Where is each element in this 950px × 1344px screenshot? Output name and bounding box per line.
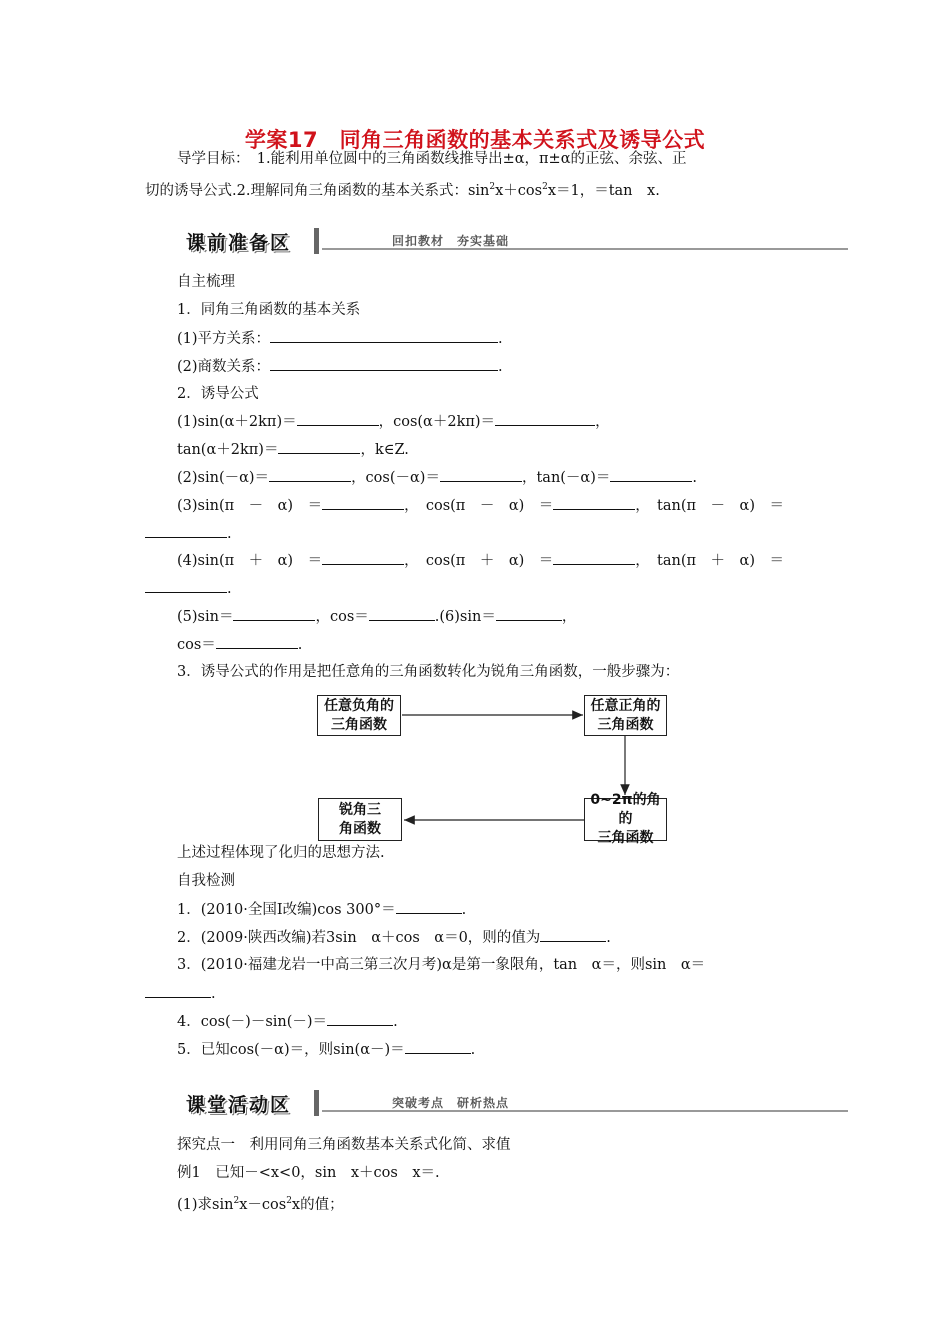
formula-text: ， tan(π － α) ＝	[635, 498, 784, 514]
item-3: 3．诱导公式的作用是把任意角的三角函数转化为锐角三角函数，一般步骤为：	[177, 664, 680, 680]
flow-box-negative-angle	[317, 695, 401, 736]
flow-text: 三角函数	[597, 716, 654, 733]
formula-text: ，cos＝	[315, 609, 369, 625]
flow-text: 任意正角的	[590, 697, 661, 714]
flow-text: 角函数	[339, 820, 381, 837]
period: .	[692, 470, 697, 486]
formula-text: ， cos(π － α) ＝	[404, 498, 554, 514]
question-text: 5．已知cos(－α)＝，则sin(α－)＝	[177, 1042, 405, 1058]
flow-text: 三角函数	[331, 716, 387, 733]
section-subtitle: 回扣教材 夯实基础	[392, 234, 510, 248]
flow-text: 任意负角的	[324, 697, 394, 714]
formula-text: (5)sin＝	[177, 609, 234, 625]
item-2: 2．诱导公式	[177, 386, 259, 402]
question-text: 4．cos(－)－sin(－)＝	[177, 1014, 328, 1030]
check-heading: 自我检测	[177, 873, 235, 889]
formula-text: ， cos(π ＋ α) ＝	[404, 553, 554, 569]
page-title: 学案17 同角三角函数的基本关系式及诱导公式	[244, 128, 706, 152]
flow-box-acute-angle	[318, 798, 402, 841]
goal-sup-1: 2	[489, 182, 496, 192]
summary-text: 上述过程体现了化归的思想方法.	[177, 845, 385, 861]
study-heading: 自主梳理	[177, 274, 235, 290]
period: .	[297, 637, 303, 653]
goal-text-b: x＋cos	[495, 182, 543, 199]
goal-sup-2: 2	[542, 182, 548, 192]
answer-blank[interactable]	[327, 1011, 393, 1026]
answer-blank[interactable]	[405, 1039, 471, 1054]
formula-text: ，tan(－α)＝	[521, 470, 611, 486]
formula-text: (4)sin(π ＋ α) ＝	[177, 553, 323, 569]
formula-text: ，	[561, 609, 577, 625]
formula-text: ， tan(π ＋ α) ＝	[635, 553, 784, 569]
item-text: (1)平方关系：	[177, 331, 271, 347]
flow-box-0-2pi-angle	[584, 792, 667, 846]
formula-text: ，cos(－α)＝	[351, 470, 440, 486]
section-divider	[314, 1090, 319, 1116]
formula-text: cos＝	[177, 637, 216, 653]
period: .	[393, 1014, 398, 1030]
superscript: 2	[233, 1196, 240, 1206]
period: .	[606, 930, 611, 946]
question-2	[177, 927, 611, 948]
period: .	[498, 359, 503, 375]
question-3-cont	[145, 983, 216, 1004]
formula-text: ，cos(α＋2kπ)＝	[378, 414, 496, 430]
goal-text-c: x＝1，＝tan x.	[547, 182, 660, 199]
example-text: x的值；	[291, 1196, 344, 1213]
explore-point-1: 探究点一 利用同角三角函数基本关系式化简、求值	[177, 1137, 511, 1153]
section-label: 课前准备区	[186, 232, 292, 254]
formula-text: (3)sin(π － α) ＝	[177, 498, 323, 514]
item-text: (2)商数关系：	[177, 359, 271, 375]
question-text: 2．(2009·陕西改编)若3sin α＋cos α＝0，则的值为	[177, 930, 541, 946]
formula-text: ，	[595, 414, 610, 430]
formula-text: (2)sin(－α)＝	[177, 470, 270, 486]
period: .	[227, 526, 232, 542]
formula-text: ，k∈Z.	[360, 442, 409, 458]
answer-blank[interactable]	[540, 927, 606, 942]
period: .	[227, 581, 232, 597]
question-text: 1．(2010·全国Ⅰ改编)cos 300°＝	[177, 902, 396, 918]
question-4	[177, 1011, 398, 1032]
answer-blank[interactable]	[396, 899, 462, 914]
item-1: 1．同角三角函数的基本关系	[177, 302, 361, 318]
period: .	[498, 331, 503, 347]
flow-text: 锐角三	[339, 801, 381, 818]
section-subtitle: 突破考点 研析热点	[392, 1096, 510, 1110]
question-3: 3．(2010·福建龙岩一中高三第三次月考)α是第一象限角，tan α＝，则sin α＝	[177, 957, 706, 973]
section-header-class	[180, 1090, 848, 1116]
formula-text: .(6)sin＝	[434, 609, 496, 625]
formula-text: (1)sin(α＋2kπ)＝	[177, 414, 297, 430]
section-label: 课堂活动区	[186, 1094, 292, 1116]
example-text: (1)求sin	[177, 1196, 234, 1213]
flow-text: 三角函数	[597, 830, 654, 846]
question-5	[177, 1039, 475, 1060]
period: .	[470, 1042, 476, 1058]
period: .	[461, 902, 467, 918]
answer-blank[interactable]	[145, 983, 211, 998]
formula-text: tan(α＋2kπ)＝	[177, 442, 279, 458]
question-1	[177, 899, 466, 920]
example-1-part-1	[177, 1191, 344, 1215]
superscript: 2	[286, 1196, 292, 1206]
flow-box-positive-angle	[584, 695, 667, 736]
flow-text: 0~2π的角的	[590, 792, 661, 827]
period: .	[211, 986, 216, 1002]
example-1: 例1 已知－<x<0，sin x＋cos x＝.	[177, 1165, 440, 1181]
goal-text-a: 切的诱导公式.2.理解同角三角函数的基本关系式：sin	[145, 182, 490, 199]
goal-line-1: 导学目标： 1.能利用单位圆中的三角函数线推导出±α，π±α的正弦、余弦、正	[177, 151, 687, 167]
example-text: x－cos	[239, 1196, 287, 1213]
